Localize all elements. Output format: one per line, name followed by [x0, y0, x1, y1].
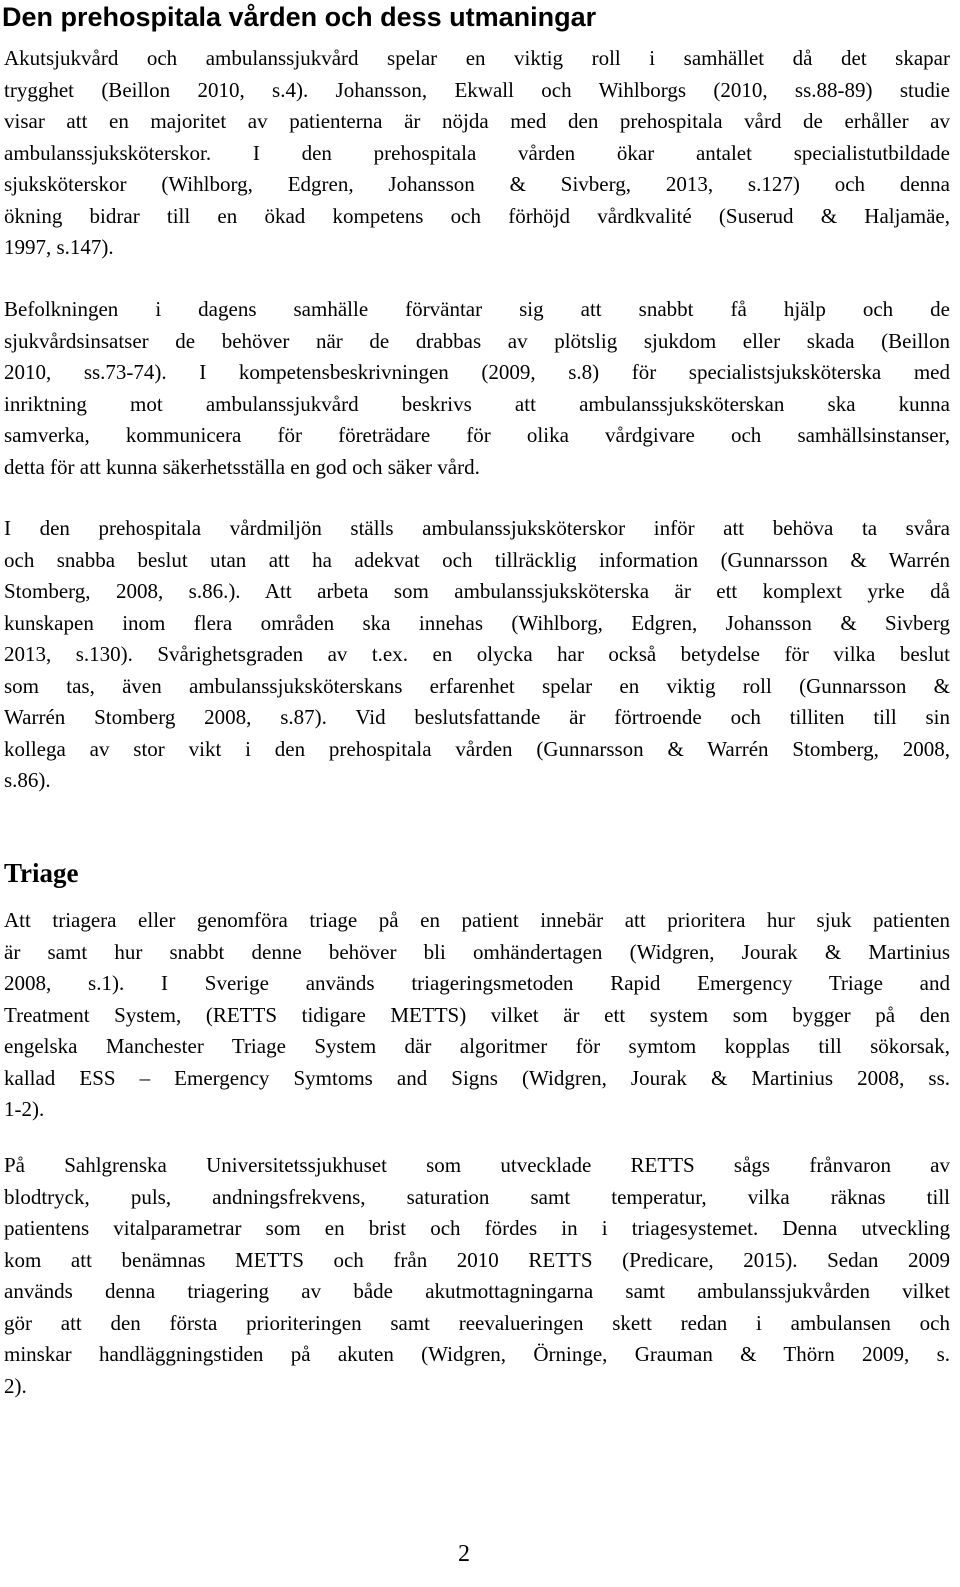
paragraph [4, 294, 950, 483]
text-line: detta för att kunna säkerhetsställa en god och säker vård. [4, 454, 480, 479]
text-line: sjukvårdsinsatser de behöver när de drabbas av plötslig sjukdom eller skada (Beillon [4, 328, 950, 353]
text-line: blodtryck, puls, andningsfrekvens, saturation samt temperatur, vilka räknas till [4, 1184, 950, 1209]
section-heading: Triage [4, 858, 79, 888]
text-line: inriktning mot ambulanssjukvård beskrivs att ambulanssjuksköterskan ska kunna [4, 391, 950, 416]
text-line: engelska Manchester Triage System där algoritmer för symtom kopplas till sökorsak, [4, 1034, 950, 1058]
text-line: trygghet (Beillon 2010, s.4). Johansson, Ekwall och Wihlborgs (2010, ss.88-89) studie [4, 77, 950, 102]
text-line: minskar handläggningstiden på akuten (Widgren, Örninge, Grauman & Thörn 2009, s. [4, 1342, 950, 1366]
text-line: ökning bidrar till en ökad kompetens och förhöjd vårdkvalité (Suserud & Haljamäe, [4, 203, 950, 228]
text-line: samverka, kommunicera för företrädare för olika vårdgivare och samhällsinstanser, [4, 423, 950, 447]
text-line: sjuksköterskor (Wihlborg, Edgren, Johansson & Sivberg, 2013, s.127) och denna [4, 172, 950, 196]
section-heading: Den prehospitala vården och dess utmaningar [2, 2, 597, 32]
text-line: 1-2). [4, 1097, 45, 1121]
text-line: och snabba beslut utan att ha adekvat och tillräcklig information (Gunnarsson & Warrén [4, 547, 950, 572]
text-line: 1997, s.147). [4, 235, 114, 259]
text-line: I den prehospitala vårdmiljön ställs ambulanssjuksköterskor inför att behöva ta svåra [4, 516, 950, 540]
text-line: Warrén Stomberg 2008, s.87). Vid beslutsfattande är förtroende och tilliten till sin [4, 705, 950, 729]
text-line: Att triagera eller genomföra triage på en patient innebär att prioritera hur sjuk patienten [4, 908, 950, 932]
text-line: Befolkningen i dagens samhälle förväntar sig att snabbt få hjälp och de [4, 297, 950, 321]
text-line: 2008, s.1). I Sverige används triageringsmetoden Rapid Emergency Triage and [4, 971, 950, 995]
text-line: ambulanssjuksköterskor. I den prehospitala vården ökar antalet specialistutbildade [4, 140, 950, 165]
text-line: gör att den första prioriteringen samt reevalueringen skett redan i ambulansen och [4, 1310, 950, 1335]
text-line: På Sahlgrenska Universitetssjukhuset som utvecklade RETTS sågs frånvaron av [4, 1153, 950, 1177]
text-line: Stomberg, 2008, s.86.). Att arbeta som ambulanssjuksköterska är ett komplext yrke då [4, 579, 950, 603]
text-line: visar att en majoritet av patienterna är nöjda med den prehospitala vård de erhåller av [4, 109, 950, 133]
text-line: patientens vitalparametrar som en brist och fördes in i triagesystemet. Denna utveckling [4, 1216, 950, 1240]
paragraph [4, 905, 950, 1126]
text-line: kom att benämnas METTS och från 2010 RETTS (Predicare, 2015). Sedan 2009 [4, 1247, 950, 1272]
text-line: kunskapen inom flera områden ska innehas (Wihlborg, Edgren, Johansson & Sivberg [4, 610, 950, 635]
text-line: används denna triagering av både akutmottagningarna samt ambulanssjukvården vilket [4, 1279, 950, 1303]
paragraph [4, 513, 950, 797]
text-line: s.86). [4, 768, 51, 792]
text-line: Akutsjukvård och ambulanssjukvård spelar en viktig roll i samhället då det skapar [4, 46, 950, 70]
text-line: kallad ESS – Emergency Symtoms and Signs (Widgren, Jourak & Martinius 2008, ss. [4, 1065, 950, 1090]
text-line: är samt hur snabbt denne behöver bli omhändertagen (Widgren, Jourak & Martinius [4, 939, 950, 964]
text-line: kollega av stor vikt i den prehospitala vården (Gunnarsson & Warrén Stomberg, 2008, [4, 736, 950, 761]
text-line: som tas, även ambulanssjuksköterskans erfarenhet spelar en viktig roll (Gunnarsson & [4, 673, 950, 698]
paragraph [4, 43, 950, 264]
paragraph [4, 1150, 950, 1402]
text-line: 2). [4, 1373, 27, 1398]
page-number: 2 [458, 1541, 470, 1567]
text-line: 2013, s.130). Svårighetsgraden av t.ex. en olycka har också betydelse för vilka beslut [4, 642, 950, 666]
text-line: 2010, ss.73-74). I kompetensbeskrivningen (2009, s.8) för specialistsjuksköterska med [4, 360, 950, 384]
text-line: Treatment System, (RETTS tidigare METTS) vilket är ett system som bygger på den [4, 1002, 950, 1027]
